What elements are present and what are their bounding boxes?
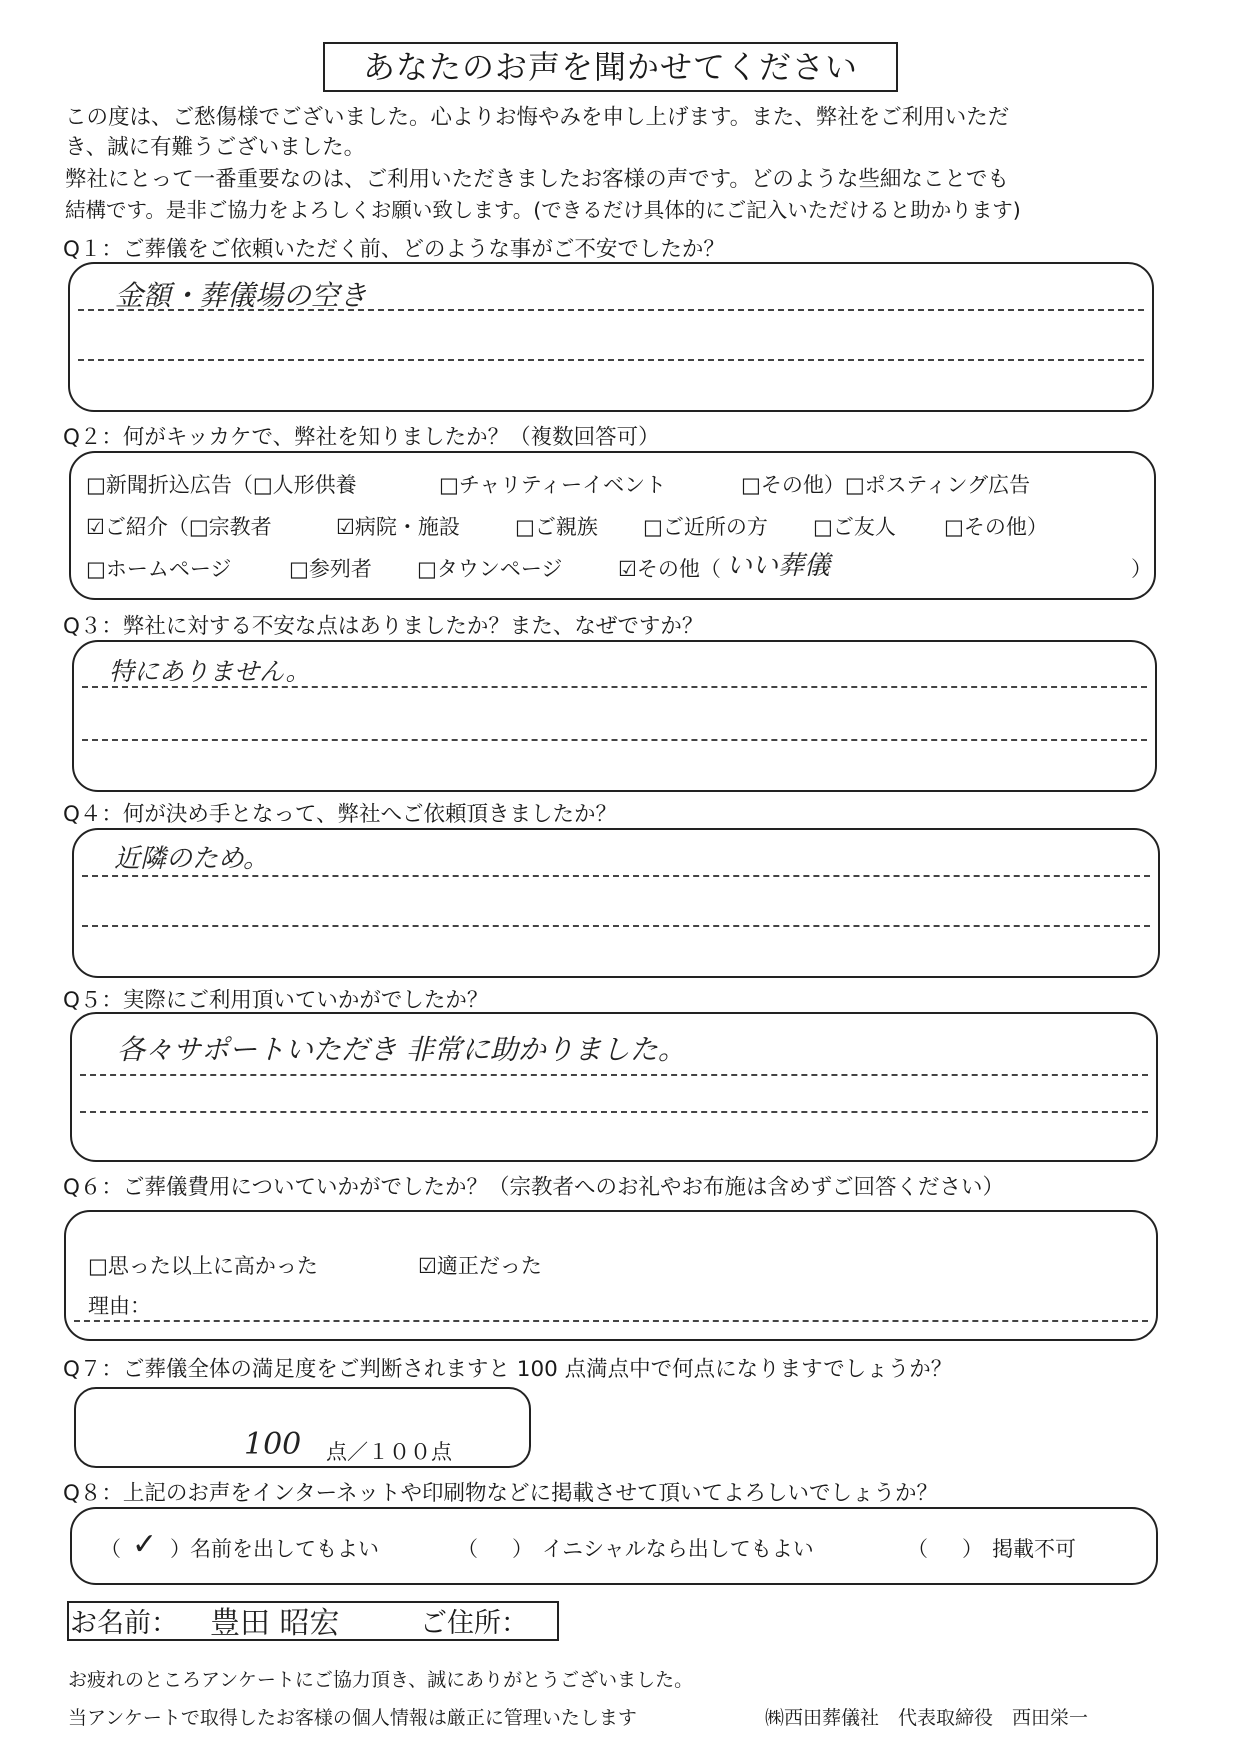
q7-score-suffix: 点／１００点 bbox=[326, 1440, 452, 1464]
q2-other-close-paren: ） bbox=[1131, 557, 1152, 581]
q3-answer-box[interactable] bbox=[72, 640, 1157, 792]
q4-answer: 近隣のため。 bbox=[114, 844, 269, 874]
q8-option-name-ok[interactable]: 名前を出してもよい bbox=[190, 1537, 379, 1561]
q8-option-name-ok-close: ） bbox=[170, 1537, 191, 1561]
q7-score: 100 bbox=[244, 1427, 302, 1462]
name-label: お名前： bbox=[70, 1608, 178, 1639]
answer-line bbox=[74, 1320, 1148, 1322]
q8-option-not-ok[interactable]: 掲載不可 bbox=[992, 1537, 1076, 1561]
q8-checkmark: ✓ bbox=[132, 1527, 158, 1562]
answer-line bbox=[82, 925, 1150, 927]
q2-question: Q２：何がキッカケで、弊社を知りましたか？（複数回答可） bbox=[63, 425, 660, 450]
answer-line bbox=[78, 359, 1144, 361]
q2-option-friends[interactable]: □ご友人 bbox=[813, 515, 896, 539]
q2-options-box bbox=[69, 451, 1156, 600]
q2-option-referral-other[interactable]: □その他） bbox=[944, 515, 1048, 539]
q1-answer: 金額・葬儀場の空き bbox=[115, 279, 368, 312]
q7-question: Q７：ご葬儀全体の満足度をご判断されますと 100 点満点中で何点になりますでしょうか？ bbox=[63, 1357, 953, 1382]
q2-option-attendee[interactable]: □参列者 bbox=[289, 557, 372, 581]
q3-answer: 特にありません。 bbox=[109, 657, 311, 686]
q8-option-not-ok-close: ） bbox=[962, 1537, 983, 1561]
q6-options-box bbox=[64, 1210, 1158, 1341]
q3-question: Q３：弊社に対する不安な点はありましたか？また、なぜですか？ bbox=[63, 614, 704, 639]
q2-option-referral[interactable]: ☑ご紹介（□宗教者 bbox=[86, 515, 272, 539]
intro-line-4: 結構です。是非ご協力をよろしくお願い致します。(できるだけ具体的にご記入いただけると助かります) bbox=[65, 198, 1021, 222]
answer-line bbox=[82, 739, 1147, 741]
name-value[interactable]: 豊田 昭宏 bbox=[210, 1606, 340, 1641]
intro-line-3: 弊社にとって一番重要なのは、ご利用いただきましたお客様の声です。どのような些細なことでも bbox=[65, 167, 1009, 192]
answer-line bbox=[80, 1111, 1148, 1113]
q8-option-not-ok-open[interactable]: （ bbox=[907, 1537, 928, 1561]
q8-options-box bbox=[70, 1507, 1158, 1585]
q2-option-townpage[interactable]: □タウンページ bbox=[417, 557, 563, 581]
q8-option-initial-ok[interactable]: イニシャルなら出してもよい bbox=[542, 1537, 814, 1561]
q2-option-newspaper[interactable]: □新聞折込広告（□人形供養 bbox=[86, 473, 357, 497]
answer-line bbox=[78, 309, 1144, 311]
q6-option-too-expensive[interactable]: □思った以上に高かった bbox=[88, 1254, 318, 1278]
q2-option-other[interactable]: ☑その他（ bbox=[618, 557, 721, 581]
q5-question: Q５：実際にご利用頂いていかがでしたか？ bbox=[63, 988, 489, 1013]
page-title: あなたのお声を聞かせてください bbox=[323, 42, 898, 92]
q7-score-box[interactable] bbox=[74, 1387, 531, 1468]
q2-option-relatives[interactable]: □ご親族 bbox=[515, 515, 598, 539]
q8-option-initial-close: ） bbox=[512, 1537, 533, 1561]
q5-answer: 各々サポートいただき 非常に助かりました。 bbox=[117, 1033, 686, 1066]
q5-answer-box[interactable] bbox=[70, 1012, 1158, 1162]
q8-question: Q８：上記のお声をインターネットや印刷物などに掲載させて頂いてよろしいでしょうか？ bbox=[63, 1481, 938, 1506]
q4-question: Q４：何が決め手となって、弊社へご依頼頂きましたか？ bbox=[63, 802, 617, 827]
q6-question: Q６：ご葬儀費用についていかがでしたか？（宗教者へのお礼やお布施は含めずご回答ください） bbox=[63, 1175, 1004, 1200]
answer-line bbox=[82, 875, 1150, 877]
intro-line-1: この度は、ご愁傷様でございました。心よりお悔やみを申し上げます。また、弊社をご利用いただ bbox=[65, 105, 1010, 130]
q2-other-answer: いい葬儀 bbox=[726, 551, 831, 581]
q2-option-neighbors[interactable]: □ご近所の方 bbox=[643, 515, 768, 539]
q1-answer-box[interactable] bbox=[68, 262, 1154, 412]
q8-option-initial-open[interactable]: （ bbox=[457, 1537, 478, 1561]
answer-line bbox=[82, 686, 1147, 688]
footer-thanks: お疲れのところアンケートにご協力頂き、誠にありがとうございました。 bbox=[68, 1669, 694, 1691]
q6-option-appropriate[interactable]: ☑適正だった bbox=[418, 1254, 542, 1278]
q6-reason-label: 理由： bbox=[88, 1294, 151, 1318]
footer-company: ㈱西田葬儀社 代表取締役 西田栄一 bbox=[765, 1707, 1089, 1729]
q2-option-charity-event[interactable]: □チャリティーイベント bbox=[439, 473, 667, 497]
q4-answer-box[interactable] bbox=[72, 828, 1160, 978]
intro-line-2: き、誠に有難うございました。 bbox=[65, 135, 366, 160]
q1-question: Q１：ご葬儀をご依頼いただく前、どのような事がご不安でしたか？ bbox=[63, 237, 725, 262]
footer-privacy: 当アンケートで取得したお客様の個人情報は厳正に管理いたします bbox=[68, 1707, 637, 1729]
q2-option-hospital[interactable]: ☑病院・施設 bbox=[336, 515, 460, 539]
q2-option-other-posting[interactable]: □その他）□ポスティング広告 bbox=[741, 473, 1031, 497]
address-label: ご住所： bbox=[420, 1608, 528, 1639]
q2-option-homepage[interactable]: □ホームページ bbox=[86, 557, 232, 581]
answer-line bbox=[80, 1074, 1148, 1076]
q8-option-name-ok-open[interactable]: （ bbox=[100, 1537, 121, 1561]
